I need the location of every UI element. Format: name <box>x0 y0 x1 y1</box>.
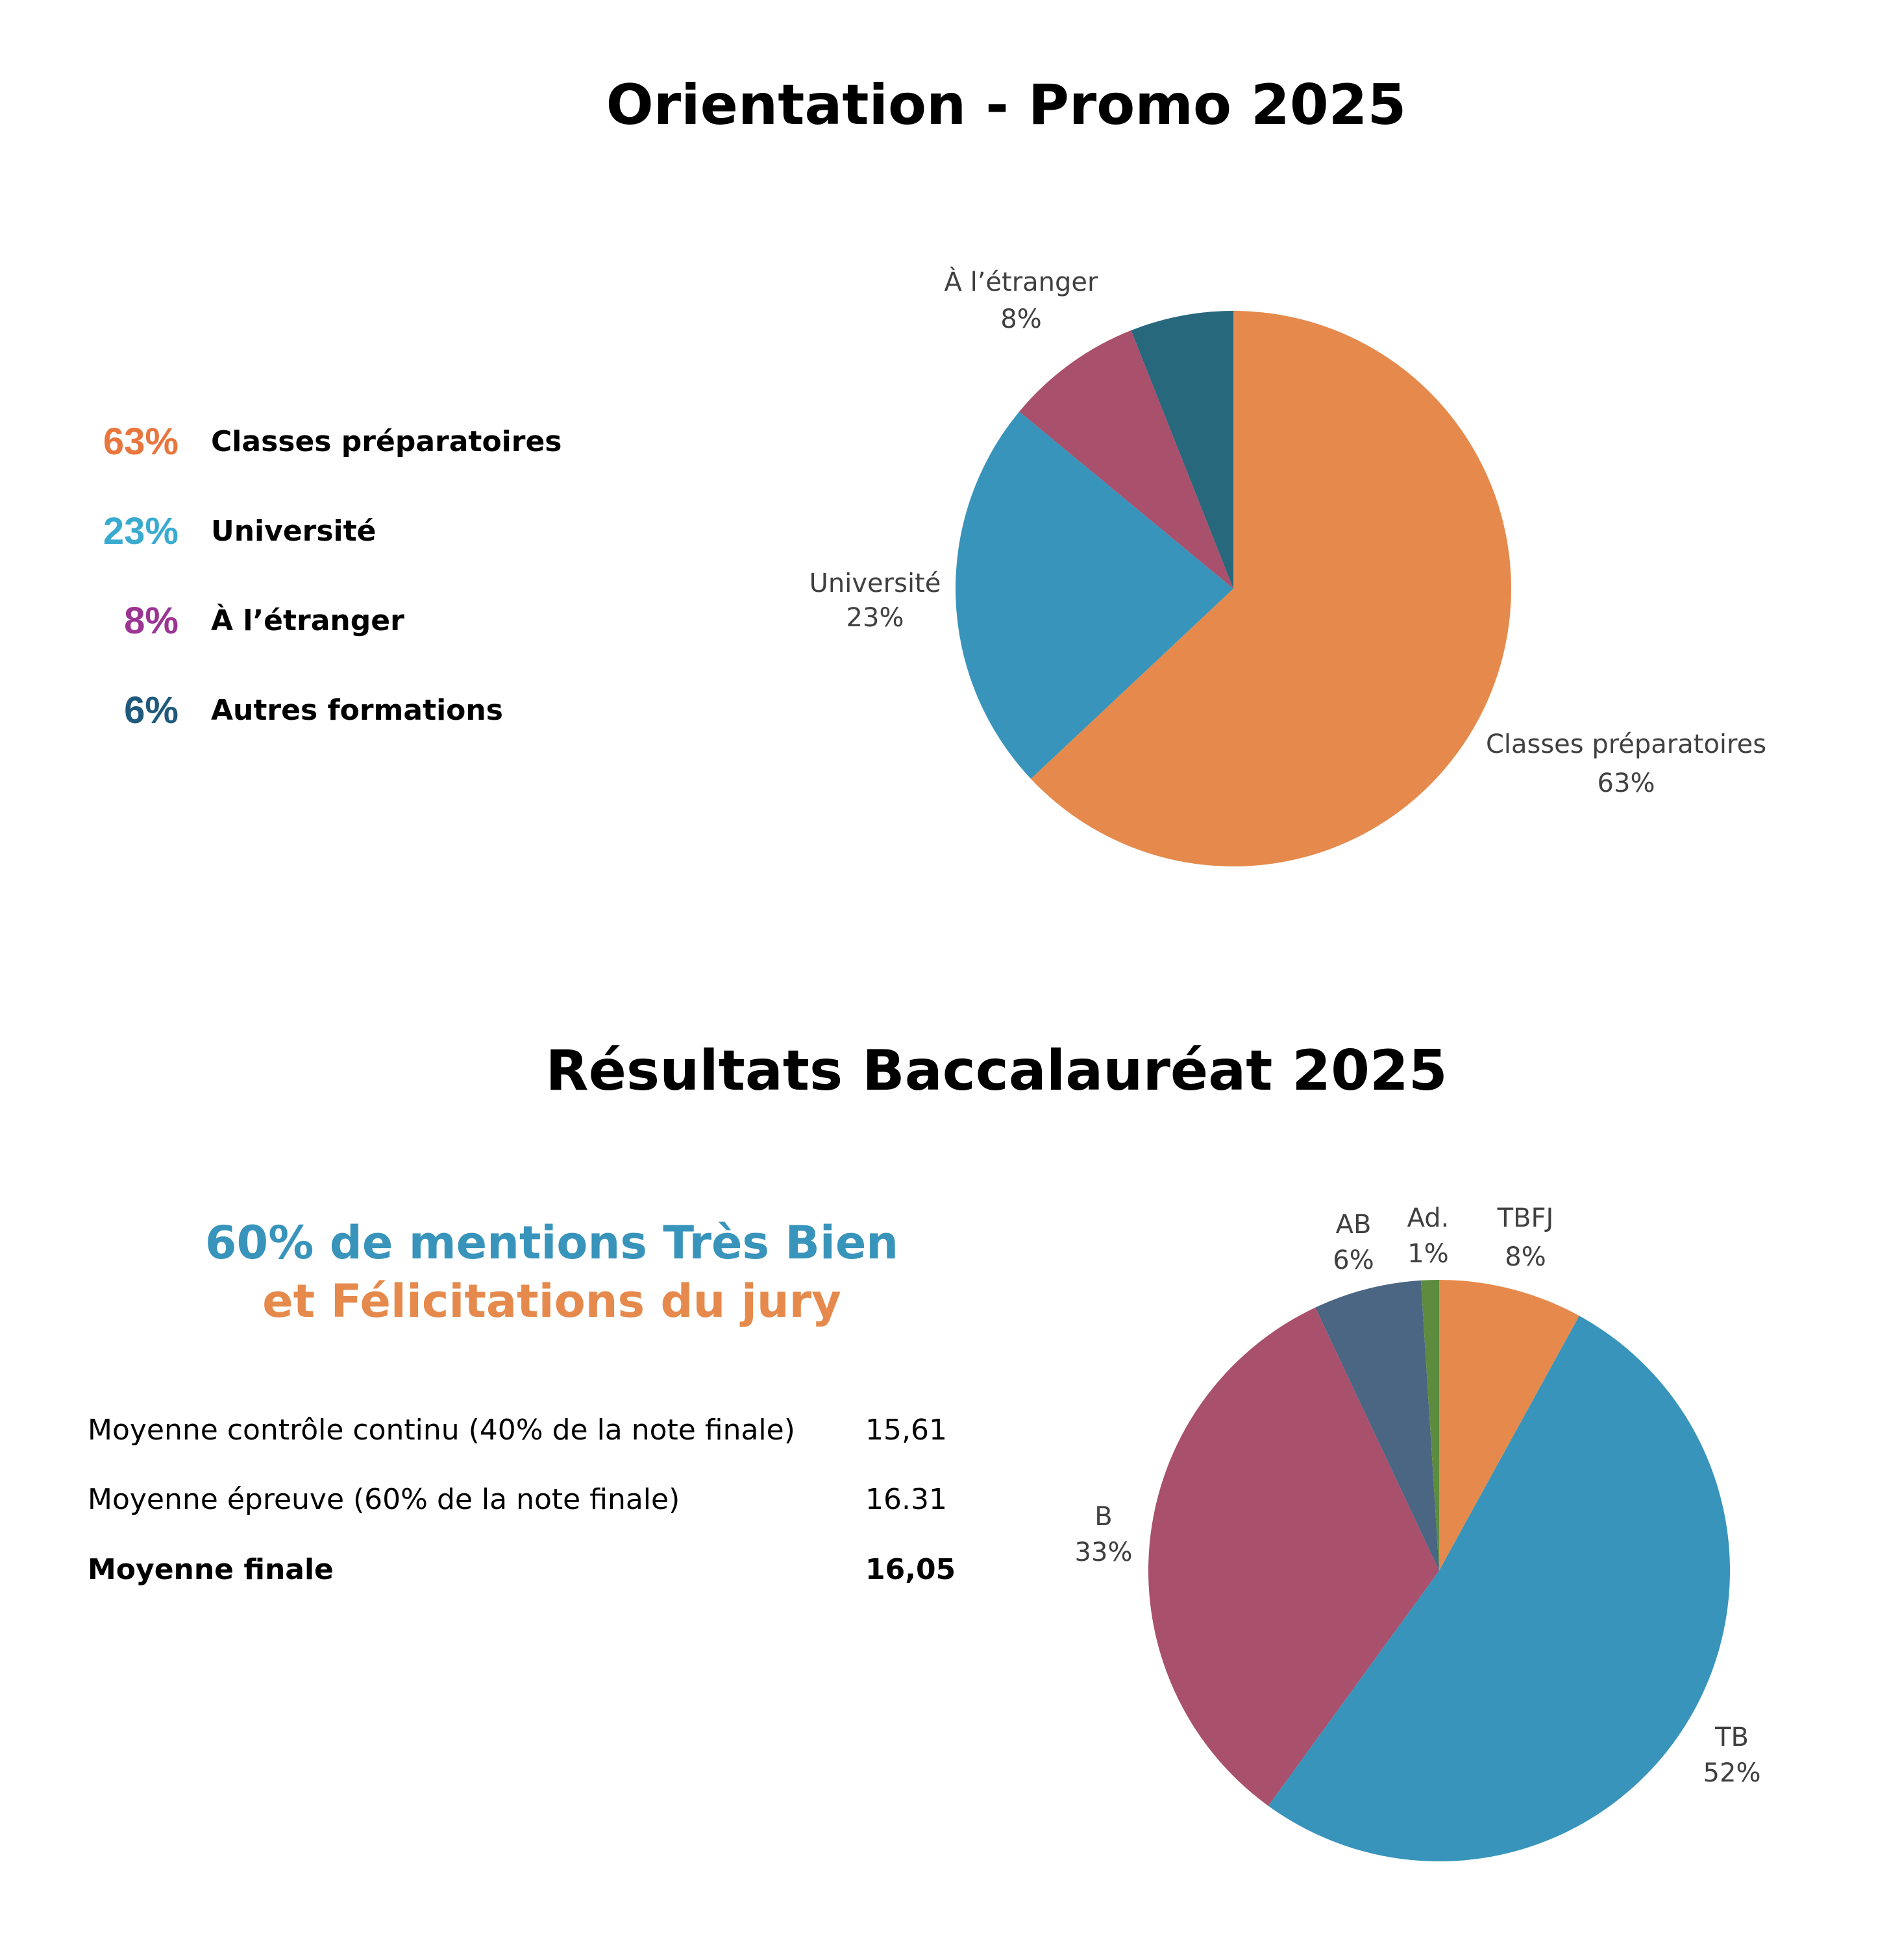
mentions-headline: 60% de mentions Très Bien <box>204 1216 899 1269</box>
pie1-data-label-pct: 63% <box>1597 768 1655 798</box>
pie1-data-label-name: À l’étranger <box>944 267 1098 297</box>
stat-value-controle-continu: 15,61 <box>865 1414 947 1447</box>
pie2-data-label-name: Ad. <box>1407 1203 1450 1233</box>
pie1-data-label-name: Université <box>809 569 941 598</box>
legend-pct: 63% <box>103 420 179 463</box>
legend-label: Université <box>211 514 377 548</box>
legend-pct: 23% <box>103 509 179 552</box>
pie2-data-label-pct: 33% <box>1074 1537 1133 1567</box>
stat-label-moyenne-finale: Moyenne finale <box>88 1553 334 1586</box>
felicitations-headline: et Félicitations du jury <box>262 1275 841 1328</box>
pie2-data-label-name: TB <box>1715 1722 1749 1752</box>
pie2-data-label-name: AB <box>1335 1210 1372 1240</box>
bac-title: Résultats Baccalauréat 2025 <box>545 1038 1448 1103</box>
pie2-data-label-name: TBFJ <box>1497 1203 1554 1233</box>
pie2-data-label-pct: 52% <box>1703 1758 1761 1788</box>
bac-pie-chart <box>0 1168 1889 1947</box>
pie1-data-label-name: Classes préparatoires <box>1485 729 1767 759</box>
stat-label-epreuve: Moyenne épreuve (60% de la note finale) <box>88 1483 680 1516</box>
legend-pct: 8% <box>124 599 179 642</box>
pie1-data-label-pct: 23% <box>846 603 904 633</box>
legend-label: Classes préparatoires <box>211 424 562 458</box>
stat-value-moyenne-finale: 16,05 <box>865 1553 956 1586</box>
pie2-data-label-pct: 1% <box>1407 1239 1449 1269</box>
legend-pct: 6% <box>124 689 179 731</box>
pie2-data-label-pct: 6% <box>1333 1245 1374 1275</box>
stat-value-epreuve: 16.31 <box>865 1483 947 1516</box>
orientation-pie-chart <box>0 0 1889 974</box>
orientation-title: Orientation - Promo 2025 <box>606 73 1407 138</box>
pie1-data-label-pct: 8% <box>1000 304 1042 334</box>
legend-label: À l’étranger <box>211 604 404 637</box>
legend-label: Autres formations <box>211 693 503 727</box>
pie2-data-label-name: B <box>1094 1502 1113 1532</box>
stat-label-controle-continu: Moyenne contrôle continu (40% de la note finale) <box>88 1414 795 1447</box>
pie2-data-label-pct: 8% <box>1505 1242 1546 1272</box>
